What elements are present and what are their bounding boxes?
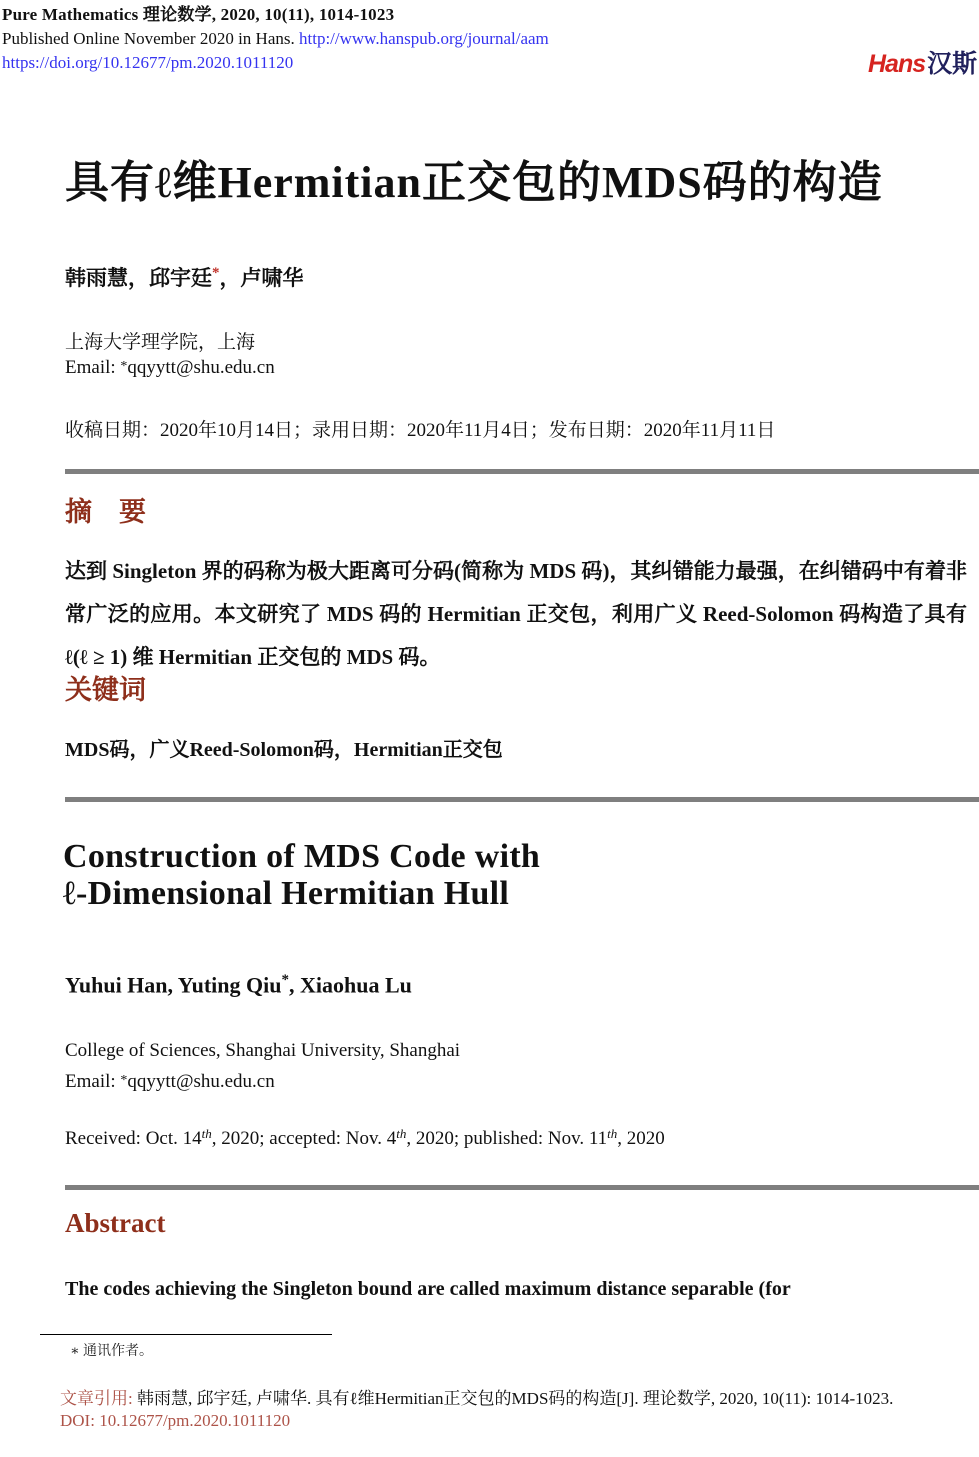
abstract-text-en: The codes achieving the Singleton bound are called maximum distance separable (for (65, 1278, 791, 1300)
authors-cn-names: 韩雨慧，邱宇廷 (65, 266, 212, 290)
email-label: Email: (65, 357, 121, 378)
keywords-heading-cn: 关键词 (65, 675, 146, 705)
email-asterisk: * (120, 359, 128, 374)
article-title-en-line1: Construction of MDS Code with (63, 838, 541, 875)
doi-url-link[interactable]: https://doi.org/10.12677/pm.2020.1011120 (2, 53, 294, 72)
email-line-cn (65, 357, 275, 379)
email-line-en (65, 1071, 275, 1093)
affiliation-cn: 上海大学理学院，上海 (65, 332, 256, 353)
journal-url-link[interactable]: http://www.hanspub.org/journal/aam (299, 29, 549, 48)
authors-en-names: Yuhui Han, Yuting Qiu (65, 972, 282, 998)
published-line (2, 27, 549, 51)
page-header (2, 3, 549, 75)
corresponding-author-asterisk: * (212, 265, 220, 281)
ordinal-superscript: th (201, 1126, 212, 1141)
keywords-cn: MDS码，广义Reed-Solomon码，Hermitian正交包 (65, 739, 503, 761)
email-label: Email: (65, 1071, 121, 1092)
authors-en-names-tail: , Xiaohua Lu (288, 972, 412, 998)
journal-line: Pure Mathematics 理论数学, 2020, 10(11), 1014-1023 (2, 5, 395, 24)
footnote-corresponding-author: ∗ 通讯作者。 (70, 1344, 154, 1359)
affiliation-en: College of Sciences, Shanghai University, Shanghai (65, 1040, 461, 1061)
ordinal-superscript: th (396, 1126, 407, 1141)
email-address: qqyytt@shu.edu.cn (127, 357, 275, 378)
article-title-en (63, 838, 540, 912)
abstract-heading-en: Abstract (65, 1208, 166, 1238)
email-address: qqyytt@shu.edu.cn (127, 1071, 275, 1092)
footnote-rule (40, 1334, 332, 1335)
citation-label: 文章引用: (60, 1389, 137, 1408)
email-asterisk: * (120, 1073, 128, 1088)
received-line (65, 1126, 665, 1150)
section-divider-bar (65, 797, 979, 802)
ordinal-superscript: th (607, 1126, 618, 1141)
hans-logo (868, 44, 977, 80)
doi-line (2, 51, 549, 75)
published-prefix: Published Online November 2020 in Hans. (2, 29, 299, 48)
dates-line-cn: 收稿日期：2020年10月14日；录用日期：2020年11月4日；发布日期：2020年11月11日 (65, 420, 776, 441)
article-title-cn: 具有ℓ维Hermitian正交包的MDS码的构造 (65, 158, 883, 207)
hans-logo-latin: Hans (868, 50, 926, 78)
citation-block (60, 1388, 968, 1432)
authors-cn (65, 262, 304, 292)
authors-cn-names-tail: ，卢啸华 (219, 266, 304, 290)
hans-logo-cjk: 汉斯 (927, 49, 978, 78)
corresponding-author-asterisk: * (281, 972, 289, 988)
abstract-heading-cn: 摘 要 (65, 497, 146, 527)
article-title-en-line2: ℓ-Dimensional Hermitian Hull (63, 875, 510, 912)
received-text: , 2020 (617, 1128, 665, 1149)
citation-line (60, 1388, 968, 1410)
citation-doi: DOI: 10.12677/pm.2020.1011120 (60, 1411, 291, 1430)
abstract-text-cn: 达到 Singleton 界的码称为极大距离可分码(简称为 MDS 码)，其纠错能力最强，在纠错码中有着非常广泛的应用。本文研究了 MDS 码的 Hermitian 正交包，利用广义 Reed-Solomon 码构造了具有 ℓ(ℓ ≥ 1) 维 Hermitian 正交包的 MDS 码。 (65, 559, 967, 669)
section-divider-bar (65, 1185, 979, 1190)
received-text: Received: Oct. 14 (65, 1128, 202, 1149)
citation-text: 韩雨慧, 邱宇廷, 卢啸华. 具有ℓ维Hermitian正交包的MDS码的构造[J]. 理论数学, 2020, 10(11): 1014-1023. (136, 1389, 894, 1408)
received-text: , 2020; published: Nov. 11 (406, 1128, 608, 1149)
received-text: , 2020; accepted: Nov. 4 (211, 1128, 397, 1149)
section-divider-bar (65, 469, 979, 474)
authors-en (65, 972, 412, 998)
